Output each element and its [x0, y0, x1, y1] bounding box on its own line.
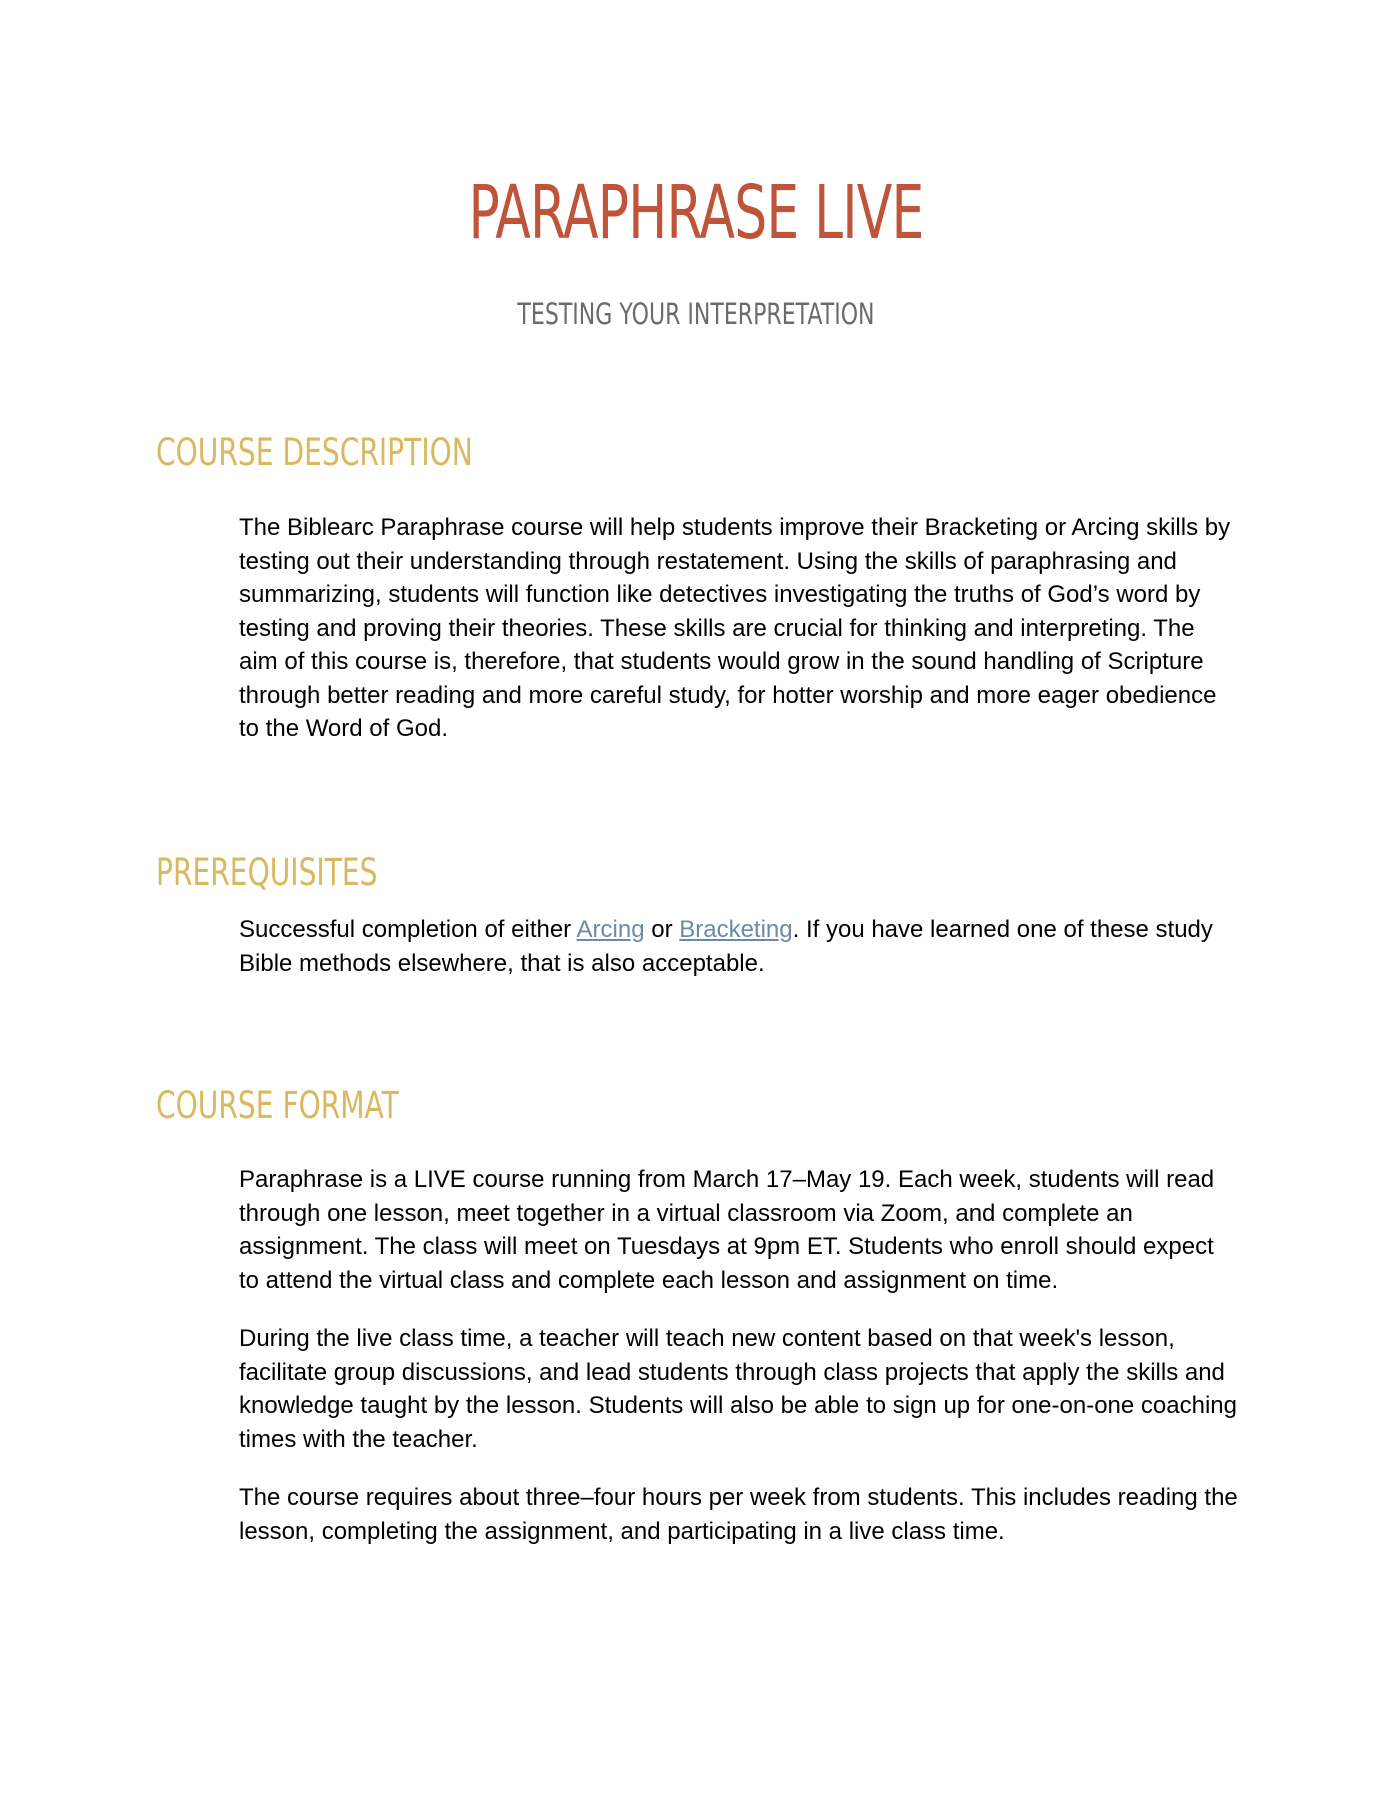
prereq-tail-text: . If you have learned one of these study Bible methods elsewhere, that is also acceptable. [239, 916, 1213, 977]
prereq-mid-text: or [644, 916, 680, 943]
prereq-lead-text: Successful completion of either [239, 916, 577, 943]
course-format-paragraph-2: During the live class time, a teacher will teach new content based on that week's lesson, facilitate group discussions, and lead students through class projects that apply the skills and knowledge taught by the lesson. Students will also be able to sign up for one-on-one coaching times with the teacher. [239, 1325, 1237, 1453]
section-heading-course-description: COURSE DESCRIPTION [156, 431, 473, 474]
document-title: PARAPHRASE LIVE [468, 170, 924, 256]
course-format-paragraph-3: The course requires about three–four hours per week from students. This includes reading the lesson, completing the assignment, and participating in a live class time. [239, 1484, 1238, 1545]
section-heading-course-format: COURSE FORMAT [156, 1084, 399, 1127]
course-description-paragraph: The Biblearc Paraphrase course will help students improve their Bracketing or Arcing skills by testing out their understanding through restatement. Using the skills of paraphrasing and summarizing, students will function like detectives investigating the truths of God’s word by testing and proving their theories. These skills are crucial for thinking and interpreting. The aim of this course is, therefore, that students would grow in the sound handling of Scripture through better reading and more careful study, for hotter worship and more eager obedience to the Word of God. [239, 514, 1231, 742]
arcing-link[interactable]: Arcing [576, 916, 645, 943]
document-subtitle: TESTING YOUR INTERPRETATION [517, 297, 875, 331]
section-heading-prerequisites: PREREQUISITES [156, 851, 378, 894]
course-format-paragraph-1: Paraphrase is a LIVE course running from March 17–May 19. Each week, students will read through one lesson, meet together in a virtual classroom via Zoom, and complete an assignment. The class will meet on Tuesdays at 9pm ET. Students who enroll should expect to attend the virtual class and complete each lesson and assignment on time. [239, 1166, 1215, 1294]
prerequisites-paragraph [239, 913, 1239, 980]
bracketing-link[interactable]: Bracketing [679, 916, 793, 943]
